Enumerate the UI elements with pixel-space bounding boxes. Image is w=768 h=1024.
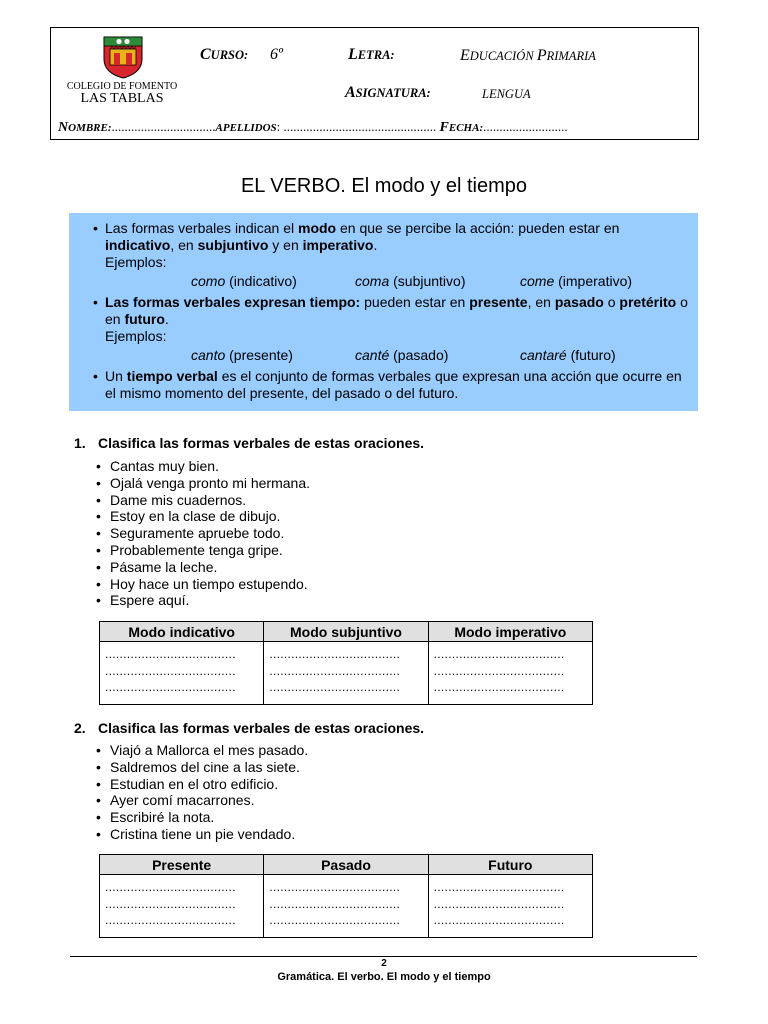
example-item: canté (pasado) [355,347,449,363]
student-info-row [58,119,698,136]
list-item: • Seguramente apruebe todo. [96,525,696,542]
examples-label: Ejemplos: [105,328,167,344]
table-header-row [100,622,593,642]
nombre-blank: ................................ [111,119,216,134]
school-crest-icon [102,33,144,79]
asignatura-value: LENGUA [482,87,531,101]
example-item: coma (subjuntivo) [355,273,466,289]
nombre-label: NOMBRE: [58,120,112,135]
asignatura-label: ASIGNATURA: [345,84,431,101]
list-item: • Viajó a Mallorca el mes pasado. [96,742,696,759]
list-item: • Hoy hace un tiempo estupendo. [96,576,696,593]
apellidos-label: APELLIDOS [215,122,277,134]
question-2-heading: 2. Clasifica las formas verbales de estas oraciones. [74,720,425,736]
table-row [100,642,593,705]
apellidos-blank: : ............................................... [276,119,440,134]
page-title: EL VERBO. El modo y el tiempo [240,175,528,197]
answer-cell[interactable]: .................................... .................................... .................................... [428,875,592,938]
fecha-label: FECHA: [439,120,484,135]
fecha-blank: .......................... [483,119,568,134]
question-2-answer-table [99,854,593,938]
list-item: • Probablemente tenga gripe. [96,542,696,559]
column-header: Modo imperativo [428,622,592,642]
theory-point-modo: • Las formas verbales indican el modo en que se percibe la acción: pueden estar en indicativo, en subjuntivo y en imperativo. [105,220,688,254]
question-1-sentences [96,458,696,609]
question-1-heading: 1. Clasifica las formas verbales de estas oraciones. [74,435,425,451]
examples-label: Ejemplos: [105,254,167,270]
list-item: • Pásame la leche. [96,559,696,576]
table-row [100,875,593,938]
examples-modo-row [105,271,688,291]
list-item: • Cantas muy bien. [96,458,696,475]
footer-divider [70,956,697,957]
list-item: • Estoy en la clase de dibujo. [96,508,696,525]
etapa-value: EDUCACIÓN PRIMARIA [460,47,596,64]
curso-value: 6º [270,46,283,63]
answer-cell[interactable]: .................................... .................................... .................................... [264,642,428,705]
column-header: Modo subjuntivo [264,622,428,642]
column-header: Modo indicativo [100,622,264,642]
list-item: • Ayer comí macarrones. [96,792,696,809]
question-2-sentences [96,742,696,843]
list-item: • Ojalá venga pronto mi hermana. [96,475,696,492]
list-item: • Espere aquí. [96,592,696,609]
examples-tiempo-row [105,345,688,365]
column-header: Presente [100,855,264,875]
theory-point-tiempo: • Las formas verbales expresan tiempo: pueden estar en presente, en pasado o pretérito o en futuro. [105,294,688,328]
list-item: • Escribiré la nota. [96,809,696,826]
list-item: • Dame mis cuadernos. [96,492,696,509]
list-item: • Saldremos del cine a las siete. [96,759,696,776]
answer-cell[interactable]: .................................... .................................... .................................... [428,642,592,705]
question-1-answer-table [99,621,593,705]
theory-box [69,213,698,411]
letra-label: LETRA: [348,46,395,63]
example-item: como (indicativo) [191,273,297,289]
list-item: • Estudian en el otro edificio. [96,776,696,793]
theory-point-tiempo-verbal: • Un tiempo verbal es el conjunto de formas verbales que expresan una acción que ocurre en el mismo momento del presente, del pasado o del futuro. [105,368,688,402]
example-item: canto (presente) [191,347,293,363]
answer-cell[interactable]: .................................... .................................... .................................... [100,875,264,938]
table-header-row [100,855,593,875]
column-header: Pasado [264,855,428,875]
column-header: Futuro [428,855,592,875]
list-item: • Cristina tiene un pie vendado. [96,826,696,843]
footer-title: Gramática. El verbo. El modo y el tiempo [277,971,491,983]
page-number: 2 [381,958,387,969]
curso-label: CURSO: [200,46,249,63]
school-name-line2: LAS TABLAS [80,91,164,106]
example-item: cantaré (futuro) [520,347,616,363]
answer-cell[interactable]: .................................... .................................... .................................... [264,875,428,938]
school-name-line1: COLEGIO DE FOMENTO [66,81,178,92]
answer-cell[interactable]: .................................... .................................... .................................... [100,642,264,705]
example-item: come (imperativo) [520,273,633,289]
